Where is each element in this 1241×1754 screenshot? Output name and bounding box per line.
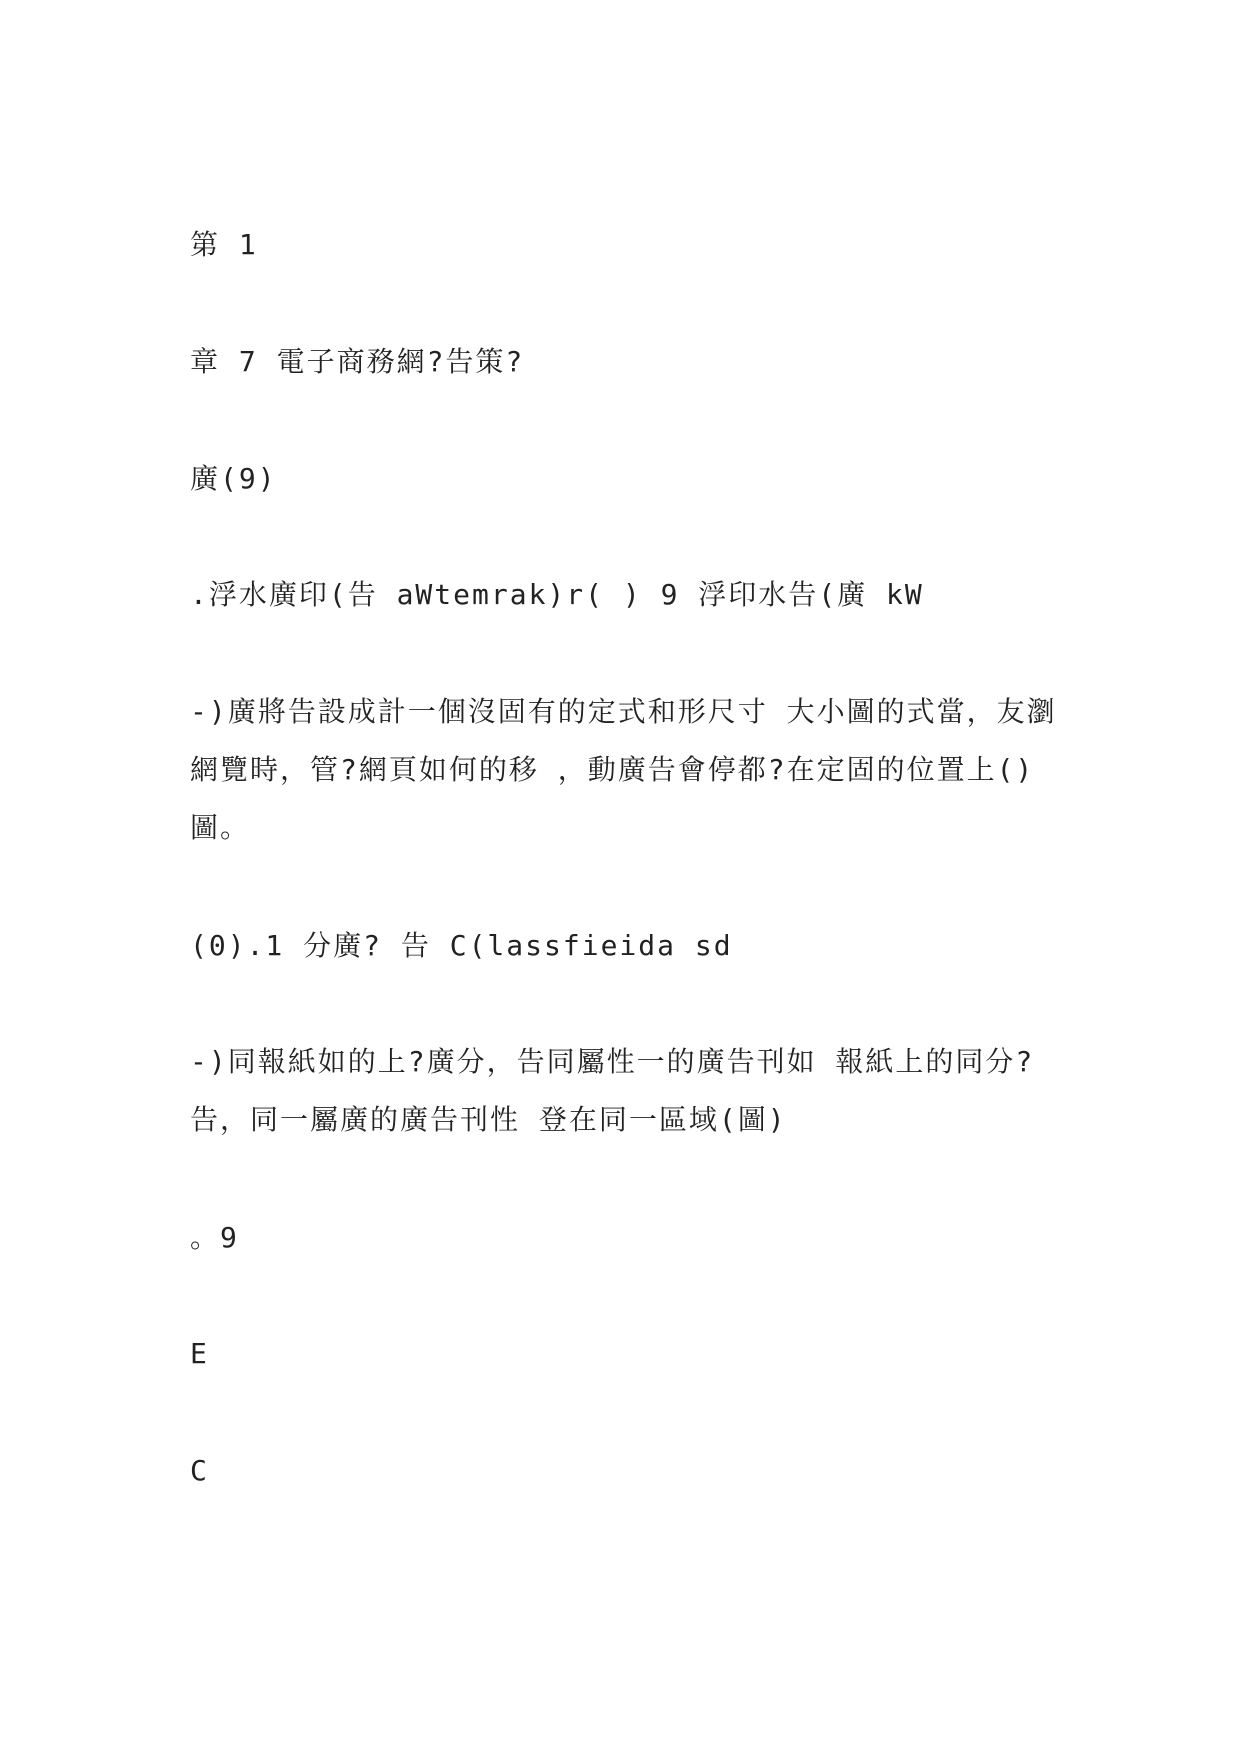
watermark-ad-body: -)廣將告設成計一個沒固有的定式和形尺寸 大小圖的式當，友瀏網覽時，管?網頁如何的移 ，動廣告會停都?在定固的位置上()圖。 [190,695,1057,844]
chapter-number-line: 第 1 [190,228,258,261]
stray-letter-e: E [190,1337,209,1370]
section-heading: 廣(9) [190,462,277,495]
chapter-title: 章 7 電子商務網?告策? [190,345,525,378]
watermark-ad-heading: .浮水廣印(告 aWtemrak)r( ) 9 浮印水告(廣 kW [190,578,924,611]
classified-ad-body: -)同報紙如的上?廣分，告同屬性一的廣告刊如 報紙上的同分?告，同一屬廣的廣告刊性 登在同一區域(圖) [190,1045,1035,1136]
classified-ad-heading: (0).1 分廣? 告 C(lassfieida sd [190,929,733,962]
stray-letter-c: C [190,1454,209,1487]
figure-number-line: 。9 [190,1221,239,1254]
